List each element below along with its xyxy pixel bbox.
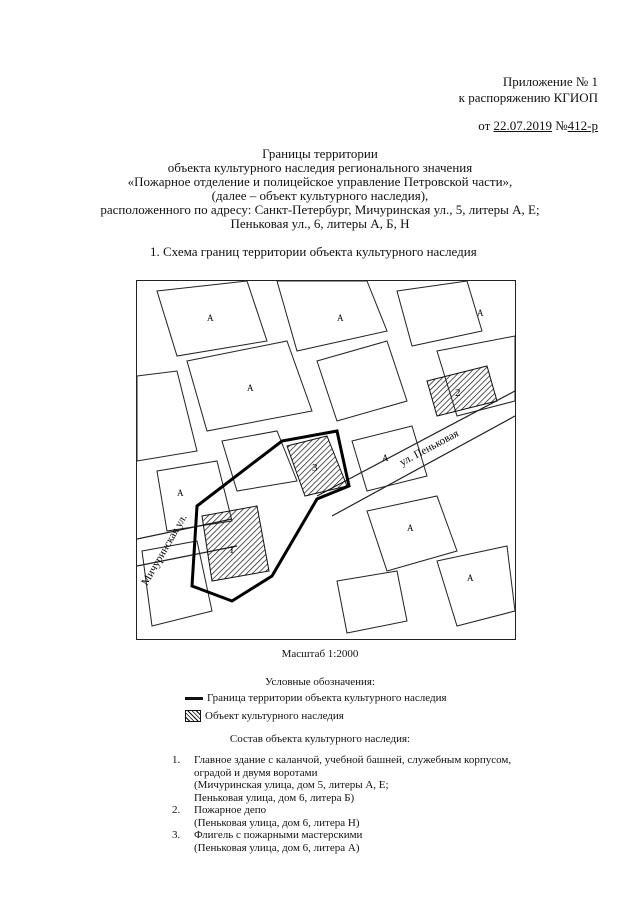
- boundary-map: [136, 280, 516, 640]
- site-label-3: 3: [312, 462, 318, 474]
- title-line: «Пожарное отделение и полицейское управление Петровской части»,: [127, 174, 513, 189]
- svg-text:А: А: [477, 308, 484, 318]
- legend-heading: Условные обозначения:: [264, 676, 376, 688]
- legend-object: [185, 710, 344, 722]
- order-date-line: [478, 118, 598, 134]
- document-title: [60, 147, 580, 231]
- title-line: расположенного по адресу: Санкт-Петербург, Мичуринская ул., 5, литеры А, Е;: [100, 202, 540, 217]
- legend-boundary-label: Граница территории объекта культурного наследия: [207, 692, 447, 704]
- composition-heading: Состав объекта культурного наследия:: [229, 733, 411, 745]
- legend-boundary: [185, 692, 447, 704]
- list-item: 2. Пожарное депо (Пеньковая улица, дом 6, литера Н): [172, 804, 360, 829]
- map-scale: Масштаб 1:2000: [281, 648, 359, 660]
- boundary-line-symbol: [185, 697, 203, 700]
- svg-text:А: А: [407, 523, 414, 533]
- svg-text:А: А: [467, 573, 474, 583]
- title-line: объекта культурного наследия регионального значения: [167, 160, 473, 175]
- svg-text:А: А: [177, 488, 184, 498]
- heritage-object-1: [202, 506, 269, 581]
- site-label-2: 2: [455, 387, 461, 399]
- list-item: 3. Флигель с пожарными мастерскими (Пеньковая улица, дом 6, литера А): [172, 829, 363, 854]
- title-line: (далее – объект культурного наследия),: [211, 188, 429, 203]
- legend-object-label: Объект культурного наследия: [205, 710, 344, 722]
- street-label-michurinskaya: Мичуринская ул.: [139, 512, 190, 588]
- svg-text:А: А: [382, 453, 389, 463]
- hatch-symbol: [185, 710, 201, 722]
- composition-list: [172, 754, 532, 854]
- list-item: 1. Главное здание с каланчой, учебной башней, служебным корпусом, оградой и двумя воротами (Мичуринская улица, дом 5, литеры А, Е; Пеньковая улица, дом 6, литера Б): [172, 754, 512, 804]
- title-line: Границы территории: [262, 146, 378, 161]
- street-label-penkovaya: ул. Пеньковая: [397, 427, 461, 469]
- appendix-line-1: Приложение № 1: [502, 74, 598, 89]
- svg-text:А: А: [207, 313, 214, 323]
- number-prefix: №: [555, 118, 568, 133]
- appendix-line-2: к распоряжению КГИОП: [458, 90, 598, 105]
- site-label-1: 1: [229, 544, 235, 556]
- map-drawing: [137, 281, 515, 639]
- section-heading-1: 1. Схема границ территории объекта культурного наследия: [150, 244, 477, 259]
- title-line: Пеньковая ул., 6, литеры А, Б, Н: [230, 216, 410, 231]
- svg-text:А: А: [247, 383, 254, 393]
- svg-text:А: А: [337, 313, 344, 323]
- order-number: 412-р: [567, 118, 598, 133]
- date-prefix: от: [478, 118, 491, 133]
- order-date: 22.07.2019: [493, 118, 552, 133]
- appendix-header: [459, 74, 598, 106]
